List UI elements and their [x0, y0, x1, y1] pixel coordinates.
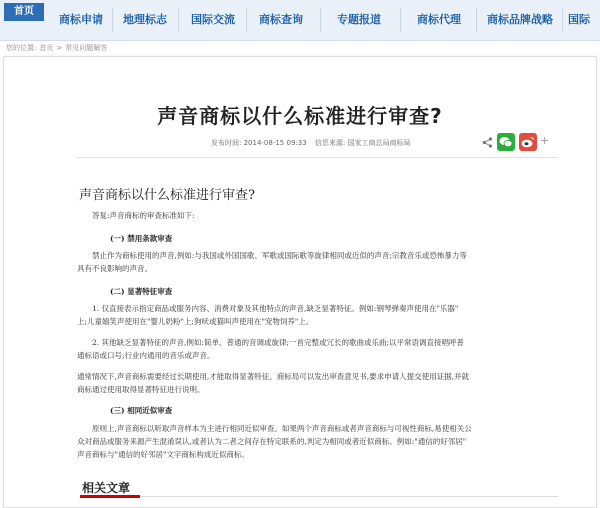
- distinctive-p1-line2: 上;儿童嬉笑声使用在"婴儿奶粉"上;狗吠或猫叫声使用在"宠物饲养"上。: [77, 317, 314, 326]
- top-nav: [0, 0, 600, 41]
- nav-international[interactable]: 国际: [568, 13, 590, 26]
- nav-trademark-agency[interactable]: 商标代理: [417, 13, 461, 26]
- weibo-icon[interactable]: [519, 133, 537, 151]
- section-prohibited-line1: 禁止作为商标使用的声音,例如:与我国或外国国歌、军歌或国际歌等旋律相同或近似的声音;宗教音乐或恐怖暴力等: [92, 251, 467, 260]
- breadcrumb-separator: >: [56, 44, 63, 52]
- share-icon[interactable]: [482, 137, 493, 148]
- note-line2: 商标通过使用取得显著特征进行说明。: [77, 385, 205, 394]
- breadcrumb-home-link[interactable]: 首页: [39, 44, 54, 52]
- breadcrumb: [6, 43, 110, 53]
- section-distinctive-title: (二) 显著特征审查: [110, 287, 173, 296]
- nav-divider: [112, 8, 113, 32]
- section-similarity-title: (三) 相同近似审查: [110, 406, 173, 415]
- intro-text: 答复:声音商标的审查标准如下:: [92, 211, 195, 220]
- nav-trademark-search[interactable]: 商标查询: [259, 13, 303, 26]
- nav-divider: [476, 8, 477, 32]
- nav-divider: [246, 8, 247, 32]
- related-articles-title: 相关文章: [82, 481, 131, 495]
- related-accent-bar: [80, 495, 140, 498]
- similarity-line3: 声音商标与"通信的好邻居"文字商标构成近似商标。: [77, 450, 249, 459]
- article-heading: 声音商标以什么标准进行审查?: [79, 188, 255, 203]
- similarity-line1: 原则上,声音商标以听取声音样本为主进行相同近似审查。如果两个声音商标或者声音商标与可视性商标,易使相关公: [92, 424, 472, 433]
- distinctive-p2-line2: 通标语或口号;行业内通用的音乐或声音。: [77, 351, 215, 360]
- nav-special-reports[interactable]: 专题报道: [337, 13, 381, 26]
- section-prohibited-title: (一) 禁用条款审查: [110, 234, 173, 243]
- wechat-icon[interactable]: [497, 133, 515, 151]
- nav-divider: [178, 8, 179, 32]
- nav-home[interactable]: 首页: [4, 3, 44, 21]
- nav-trademark-application[interactable]: 商标申请: [59, 13, 103, 26]
- nav-divider: [562, 8, 563, 32]
- distinctive-p2-line1: 2. 其他缺乏显著特征的声音,例如:简单、普通的音调或旋律;一首完整或冗长的歌曲或乐曲;以平常语调直接唱呼普: [92, 338, 465, 347]
- article-title: 声音商标以什么标准进行审查?: [157, 104, 443, 128]
- breadcrumb-current-link[interactable]: 常见问题解答: [65, 44, 108, 52]
- similarity-line2: 众对商品或服务来源产生混淆误认,或者认为二者之间存在特定联系的,判定为相同或者近似商标。例如:"通信的好邻居": [77, 437, 467, 446]
- nav-geographical-indication[interactable]: 地理标志: [123, 13, 167, 26]
- breadcrumb-prefix: 您的位置:: [6, 44, 37, 52]
- section-prohibited-line2: 具有不良影响的声音。: [77, 264, 152, 273]
- distinctive-p1-line1: 1. 仅直接表示指定商品或服务内容、消费对象及其他特点的声音,缺乏显著特征。例如:钢琴弹奏声使用在"乐器": [92, 304, 459, 313]
- publish-time: 发布时间: 2014-08-15 09:33: [211, 139, 307, 147]
- nav-international-exchange[interactable]: 国际交流: [191, 13, 235, 26]
- nav-divider: [400, 8, 401, 32]
- nav-divider: [320, 8, 321, 32]
- title-divider: [77, 157, 558, 158]
- plus-icon[interactable]: +: [540, 134, 550, 147]
- note-line1: 通常情况下,声音商标需要经过长期使用,才能取得显著特征。商标局可以发出审查意见书,要求申请人提交使用证据,并就: [77, 372, 470, 381]
- nav-brand-strategy[interactable]: 商标品牌战略: [487, 13, 553, 26]
- related-divider: [80, 496, 558, 497]
- article-meta: [211, 138, 417, 148]
- info-source: 信息来源: 国家工商总局商标局: [314, 139, 411, 147]
